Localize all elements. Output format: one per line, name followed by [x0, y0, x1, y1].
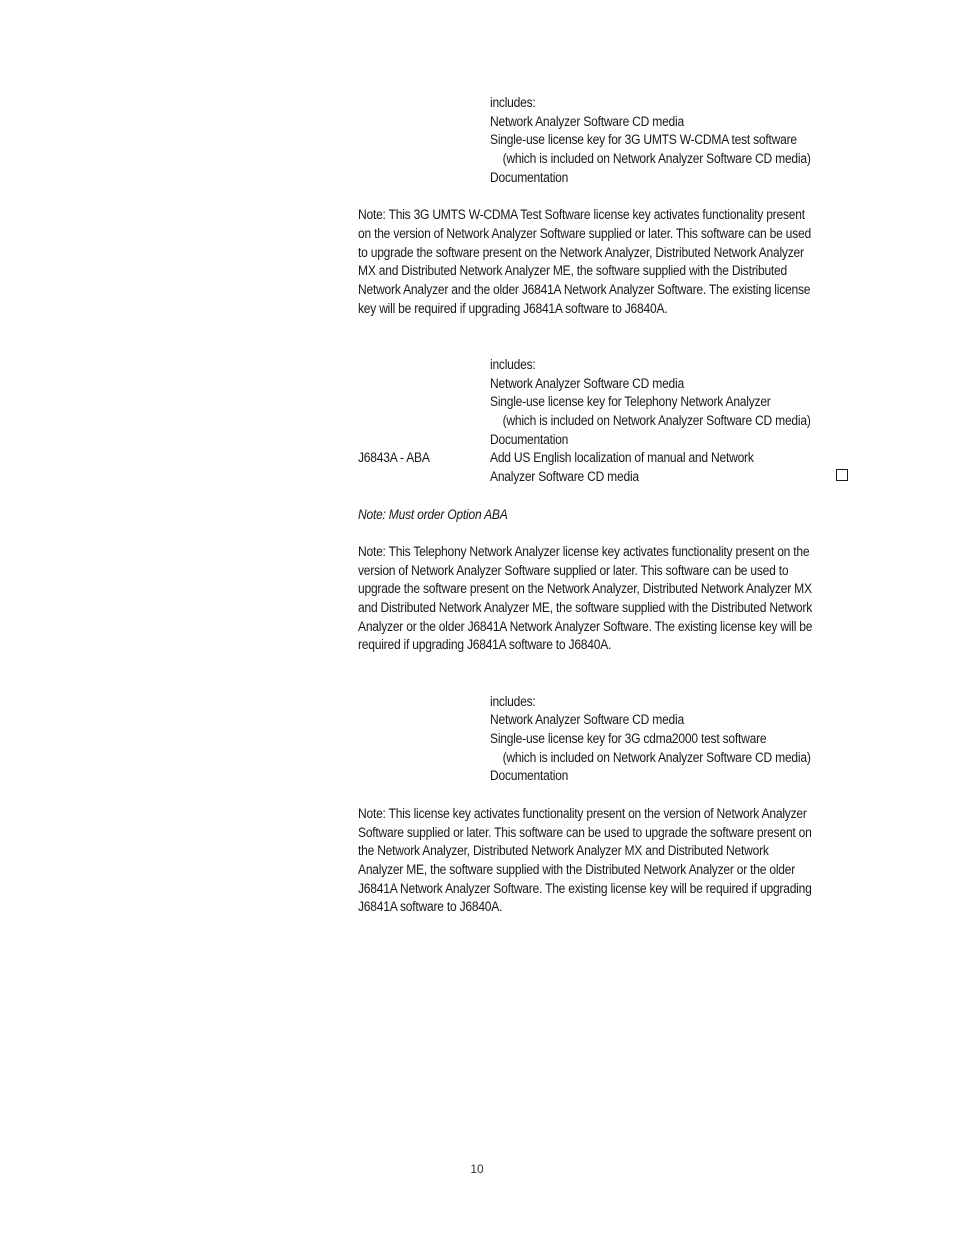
section3-note-line: J6841A software to J6840A.	[358, 899, 503, 914]
section1-note-line: Network Analyzer and the older J6841A Network Analyzer Software. The existing license	[358, 282, 811, 297]
option-checkbox[interactable]	[836, 469, 848, 481]
section3-note-line: Analyzer ME, the software supplied with the Distributed Network Analyzer or the older	[358, 862, 796, 877]
section1-note-line: Note: This 3G UMTS W-CDMA Test Software license key activates functionality present	[358, 207, 805, 222]
section2-note-line: Analyzer or the older J6841A Network Analyzer Software. The existing license key will be	[358, 619, 813, 634]
section3-note-line: Software supplied or later. This software can be used to upgrade the software present on	[358, 825, 812, 840]
section3-item-documentation: Documentation	[490, 768, 569, 783]
section3-includes-label: includes:	[490, 694, 536, 709]
section3-note-line: the Network Analyzer, Distributed Network Analyzer MX and Distributed Network	[358, 843, 769, 858]
section2-item-license-key: Single-use license key for Telephony Network Analyzer	[490, 394, 771, 409]
section3-item-license-key: Single-use license key for 3G cdma2000 test software	[490, 731, 767, 746]
section2-note-line: upgrade the software present on the Network Analyzer, Distributed Network Analyzer MX	[358, 581, 812, 596]
section1-item-included-note: (which is included on Network Analyzer Software CD media)	[502, 151, 811, 166]
section1-item-license-key: Single-use license key for 3G UMTS W-CDMA test software	[490, 132, 797, 147]
section2-note-line: version of Network Analyzer Software supplied or later. This software can be used to	[358, 563, 789, 578]
section2-includes-label: includes:	[490, 357, 536, 372]
section2-note-line: and Distributed Network Analyzer ME, the software supplied with the Distributed Network	[358, 600, 813, 615]
section1-includes-label: includes:	[490, 95, 536, 110]
option-code: J6843A - ABA	[358, 450, 430, 465]
option-description-line: Analyzer Software CD media	[490, 469, 639, 484]
section1-note-line: key will be required if upgrading J6841A software to J6840A.	[358, 301, 668, 316]
section2-item-included-note: (which is included on Network Analyzer Software CD media)	[502, 413, 811, 428]
section1-note-line: on the version of Network Analyzer Software supplied or later. This software can be used	[358, 226, 811, 241]
page-number: 10	[470, 1162, 484, 1176]
section2-item-documentation: Documentation	[490, 432, 569, 447]
option-italic-note: Note: Must order Option ABA	[358, 507, 508, 522]
section1-item-documentation: Documentation	[490, 170, 569, 185]
section3-note-line: Note: This license key activates functionality present on the version of Network Analyzer	[358, 806, 807, 821]
section3-item-included-note: (which is included on Network Analyzer Software CD media)	[502, 750, 811, 765]
section2-item-cd-media: Network Analyzer Software CD media	[490, 376, 684, 391]
section2-note-line: Note: This Telephony Network Analyzer license key activates functionality present on the	[358, 544, 810, 559]
option-description-line: Add US English localization of manual and Network	[490, 450, 754, 465]
section3-note-line: J6841A Network Analyzer Software. The existing license key will be required if upgrading	[358, 881, 812, 896]
section1-item-cd-media: Network Analyzer Software CD media	[490, 114, 684, 129]
section1-note-line: MX and Distributed Network Analyzer ME, the software supplied with the Distributed	[358, 263, 788, 278]
section3-item-cd-media: Network Analyzer Software CD media	[490, 712, 684, 727]
section2-note-line: required if upgrading J6841A software to J6840A.	[358, 637, 612, 652]
section1-note-line: to upgrade the software present on the Network Analyzer, Distributed Network Analyzer	[358, 245, 804, 260]
